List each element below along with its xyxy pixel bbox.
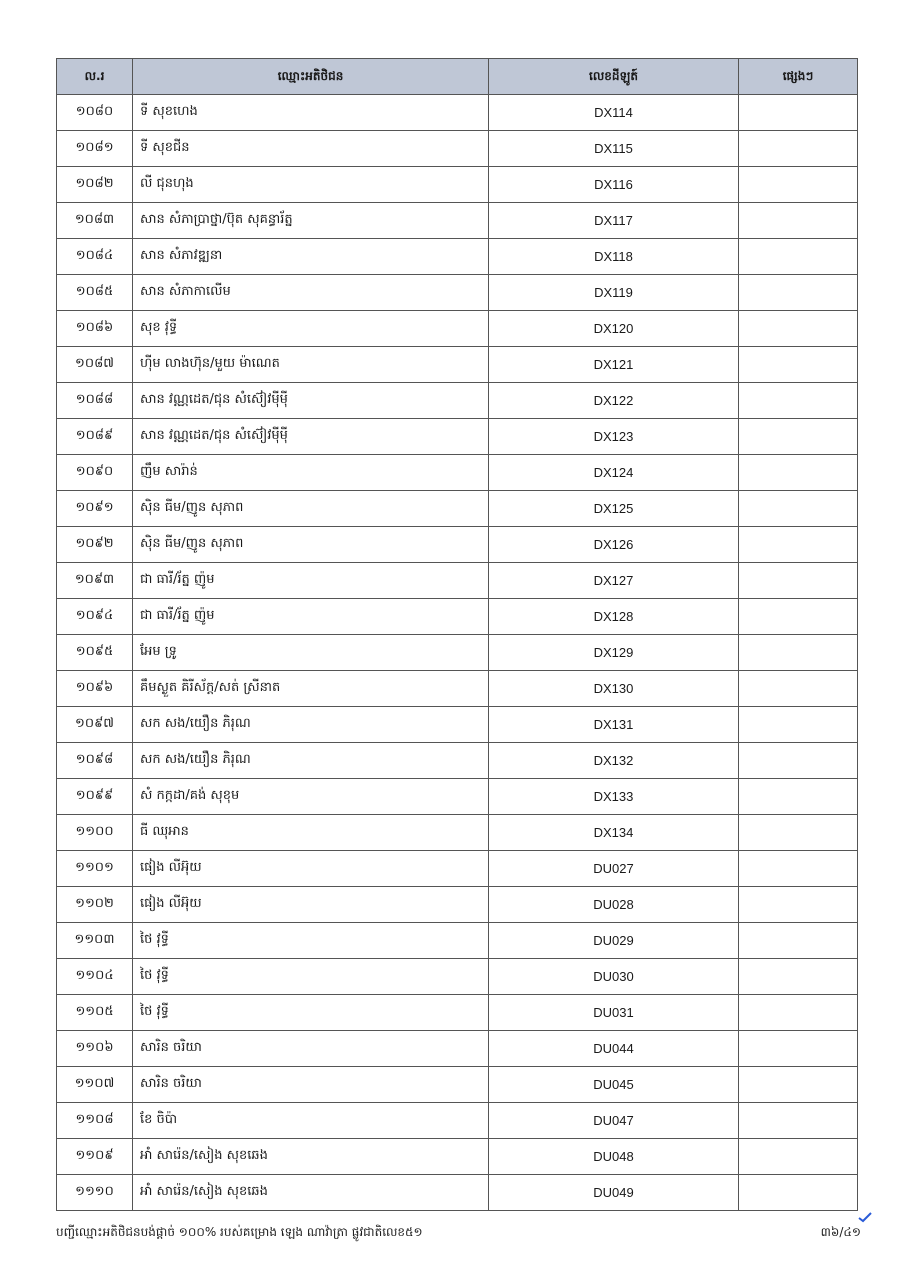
other-note [739,491,858,527]
customer-name: ផៀង លីអ៊ុយ [133,851,489,887]
lot-number: DX127 [489,563,739,599]
customer-name: សក សង/យឿន ភិរុណ [133,743,489,779]
customer-name: ជា ធារី/រ័ត្ន ញ៉ូម [133,563,489,599]
customer-name: ផៀង លីអ៊ុយ [133,887,489,923]
other-note [739,1103,858,1139]
row-number: ១០៩៣ [57,563,133,599]
lot-number: DX132 [489,743,739,779]
customer-name: សាន វណ្ណដេត/ជុន សំស៊ៀវម៉ីម៉ី [133,383,489,419]
row-number: ១១០៧ [57,1067,133,1103]
row-number: ១០៨២ [57,167,133,203]
row-number: ១០៨៣ [57,203,133,239]
row-number: ១០៩២ [57,527,133,563]
table-row [57,131,858,167]
other-note [739,671,858,707]
other-note [739,1031,858,1067]
row-number: ១០៩៩ [57,779,133,815]
table-row [57,779,858,815]
lot-number: DX123 [489,419,739,455]
row-number: ១១១០ [57,1175,133,1211]
lot-number: DX118 [489,239,739,275]
customer-name: អាំ សារ៉េន/សៀង សុខឆេង [133,1175,489,1211]
row-number: ១០៨៨ [57,383,133,419]
row-number: ១០៨៦ [57,311,133,347]
customer-name: ធី ឈុអាន [133,815,489,851]
row-number: ១០៨៧ [57,347,133,383]
customer-name: ញឹម សារ៉ាន់ [133,455,489,491]
row-number: ១១០២ [57,887,133,923]
other-note [739,95,858,131]
customer-name: ទី សុខជីន [133,131,489,167]
table-row [57,419,858,455]
lot-number: DU028 [489,887,739,923]
lot-number: DU029 [489,923,739,959]
lot-number: DU044 [489,1031,739,1067]
table-row [57,1067,858,1103]
table-row [57,527,858,563]
other-note [739,779,858,815]
other-note [739,959,858,995]
lot-number: DX116 [489,167,739,203]
customer-table-container [56,58,857,1211]
customer-name: គឹមស្ងួត គិរីស័ក្ត/សត់ ស្រីនាត [133,671,489,707]
customer-name: សាន សំភាប្រាថ្នា/ប៊ុត សុគន្ធារ័ត្ន [133,203,489,239]
table-row [57,815,858,851]
other-note [739,1175,858,1211]
customer-name: ស៊ិន ធីម/ញូន សុភាព [133,491,489,527]
lot-number: DU047 [489,1103,739,1139]
other-note [739,815,858,851]
customer-name: សំ កក្កដា/គង់ សុខុម [133,779,489,815]
lot-number: DX125 [489,491,739,527]
other-note [739,1139,858,1175]
other-note [739,851,858,887]
table-row [57,1103,858,1139]
row-number: ១០៨៤ [57,239,133,275]
lot-number: DX115 [489,131,739,167]
header-lot-number: លេខដីឡូត៍ [489,59,739,95]
customer-table [56,58,858,1211]
customer-name: ជា ធារី/រ័ត្ន ញ៉ូម [133,599,489,635]
table-row [57,1031,858,1067]
other-note [739,347,858,383]
table-row [57,887,858,923]
lot-number: DX133 [489,779,739,815]
lot-number: DX126 [489,527,739,563]
other-note [739,311,858,347]
other-note [739,383,858,419]
customer-name: ស៊ិន ធីម/ញូន សុភាព [133,527,489,563]
table-body [57,95,858,1211]
table-row [57,455,858,491]
customer-name: សាន សំភាកាលើម [133,275,489,311]
customer-name: សារិន ចរិយា [133,1067,489,1103]
header-customer-name: ឈ្មោះអតិថិជន [133,59,489,95]
lot-number: DX134 [489,815,739,851]
table-row [57,707,858,743]
table-row [57,275,858,311]
table-row [57,671,858,707]
table-row [57,239,858,275]
table-row [57,959,858,995]
lot-number: DX124 [489,455,739,491]
customer-name: អាំ សារ៉េន/សៀង សុខឆេង [133,1139,489,1175]
row-number: ១១០៨ [57,1103,133,1139]
row-number: ១០៩៨ [57,743,133,779]
row-number: ១០៩៦ [57,671,133,707]
lot-number: DX120 [489,311,739,347]
table-row [57,599,858,635]
table-row [57,995,858,1031]
other-note [739,887,858,923]
table-row [57,347,858,383]
table-header-row [57,59,858,95]
lot-number: DX129 [489,635,739,671]
other-note [739,707,858,743]
other-note [739,1067,858,1103]
customer-name: សុខ វុទ្ធី [133,311,489,347]
lot-number: DX114 [489,95,739,131]
table-row [57,851,858,887]
row-number: ១១០៦ [57,1031,133,1067]
lot-number: DU030 [489,959,739,995]
page-number: ៣៦/៤១ [820,1225,861,1239]
other-note [739,203,858,239]
customer-name: សក សង/យឿន ភិរុណ [133,707,489,743]
other-note [739,995,858,1031]
table-row [57,167,858,203]
customer-name: ខែ ចិប៉ា [133,1103,489,1139]
other-note [739,599,858,635]
table-row [57,635,858,671]
check-mark-icon [858,1210,872,1224]
header-other: ផ្សេងៗ [739,59,858,95]
other-note [739,167,858,203]
row-number: ១១០៣ [57,923,133,959]
row-number: ១១០៥ [57,995,133,1031]
customer-name: អែម ទ្រូ [133,635,489,671]
table-row [57,1175,858,1211]
other-note [739,239,858,275]
table-row [57,311,858,347]
row-number: ១១០៤ [57,959,133,995]
row-number: ១០៩៤ [57,599,133,635]
lot-number: DX119 [489,275,739,311]
table-row [57,383,858,419]
customer-name: ហ៊ីម លាងហ៊ុន/មួយ ម៉ាណេត [133,347,489,383]
table-row [57,95,858,131]
other-note [739,455,858,491]
other-note [739,527,858,563]
table-row [57,743,858,779]
lot-number: DX121 [489,347,739,383]
lot-number: DU027 [489,851,739,887]
lot-number: DU048 [489,1139,739,1175]
table-row [57,923,858,959]
lot-number: DX128 [489,599,739,635]
row-number: ១០៨៩ [57,419,133,455]
other-note [739,419,858,455]
row-number: ១១០១ [57,851,133,887]
lot-number: DX122 [489,383,739,419]
customer-name: ទី សុខហេង [133,95,489,131]
other-note [739,131,858,167]
row-number: ១០៨១ [57,131,133,167]
other-note [739,743,858,779]
lot-number: DU031 [489,995,739,1031]
row-number: ១០៩៧ [57,707,133,743]
row-number: ១០៨០ [57,95,133,131]
table-row [57,1139,858,1175]
header-number: ល.រ [57,59,133,95]
customer-name: សារិន ចរិយា [133,1031,489,1067]
table-row [57,563,858,599]
customer-name: ថៃ វុទ្ធី [133,923,489,959]
lot-number: DX117 [489,203,739,239]
footer-title: បញ្ជីឈ្មោះអតិថិជនបង់ផ្តាច់ ១០០% របស់គម្រោង ឡេង ណាវ៉ាត្រា ផ្លូវជាតិលេខ៥១ [56,1225,423,1239]
lot-number: DX131 [489,707,739,743]
row-number: ១១០៩ [57,1139,133,1175]
table-row [57,203,858,239]
other-note [739,923,858,959]
row-number: ១១០០ [57,815,133,851]
row-number: ១០៩០ [57,455,133,491]
lot-number: DX130 [489,671,739,707]
other-note [739,563,858,599]
lot-number: DU049 [489,1175,739,1211]
row-number: ១០៩១ [57,491,133,527]
row-number: ១០៩៥ [57,635,133,671]
other-note [739,635,858,671]
customer-name: សាន សំភាវឌ្ឍនា [133,239,489,275]
customer-name: ថៃ វុទ្ធី [133,995,489,1031]
table-row [57,491,858,527]
customer-name: លី ជុនហុង [133,167,489,203]
row-number: ១០៨៥ [57,275,133,311]
other-note [739,275,858,311]
lot-number: DU045 [489,1067,739,1103]
customer-name: សាន វណ្ណដេត/ជុន សំស៊ៀវម៉ីម៉ី [133,419,489,455]
customer-name: ថៃ វុទ្ធី [133,959,489,995]
